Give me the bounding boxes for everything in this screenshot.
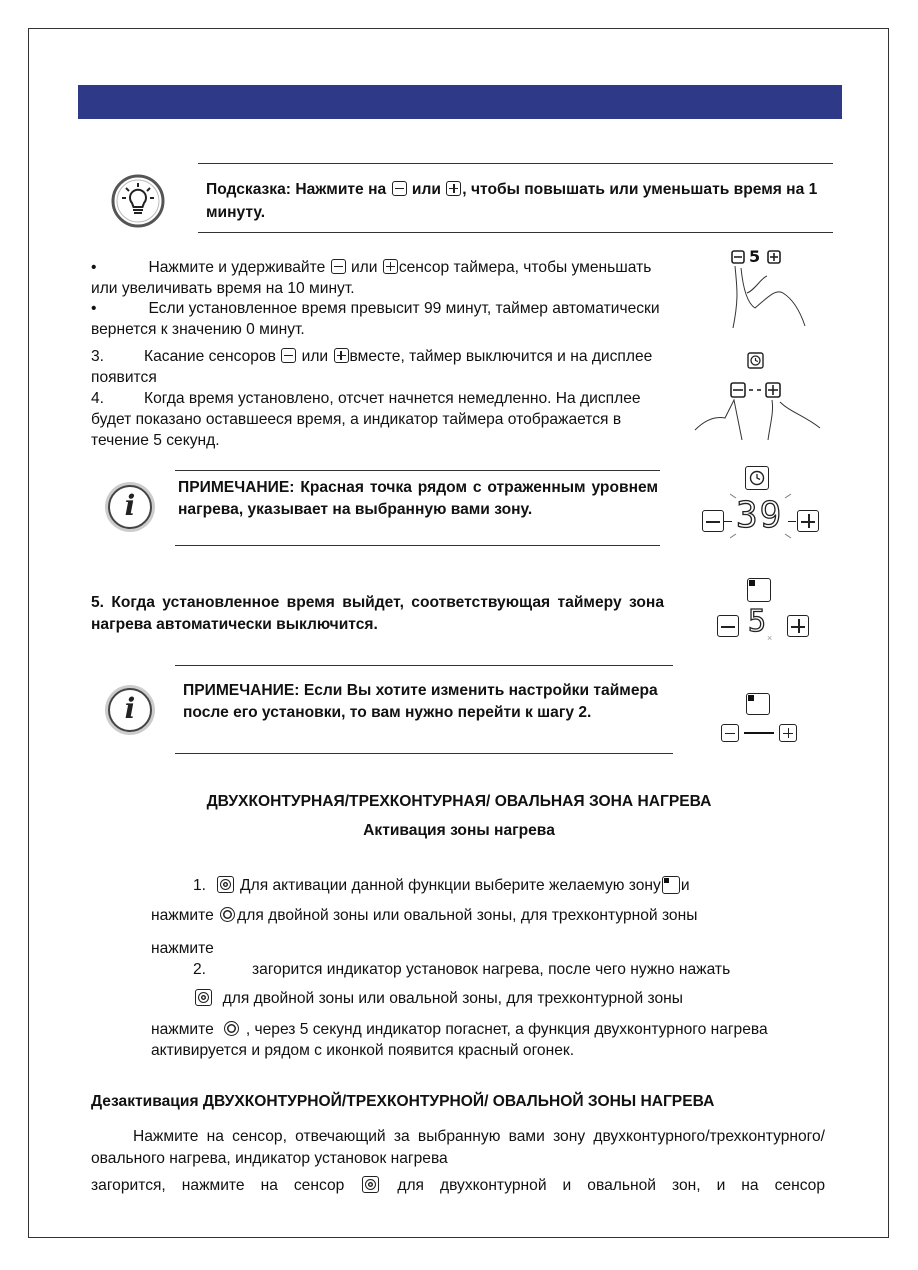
activation-line-5: для двойной зоны или овальной зоны, для трехконтурной зоны bbox=[193, 988, 833, 1009]
info-icon: i bbox=[108, 485, 152, 529]
note2-text: ПРИМЕЧАНИЕ: Если Вы хотите изменить настройки таймера после его установки, то вам нужно перейти к шагу 2. bbox=[183, 682, 658, 721]
activation-line-1: 1. Для активации данной функции выберите желаемую зону и bbox=[193, 877, 690, 894]
tip-rule-bottom bbox=[198, 232, 833, 233]
step-5: 5. Когда установленное время выйдет, соответствующая таймеру зона нагрева автоматически выключится. bbox=[91, 594, 664, 633]
activation-line-2: нажмите для двойной зоны или овальной зоны, для трехконтурной зоны bbox=[151, 907, 698, 924]
timer-hold-diagram bbox=[725, 248, 815, 333]
header-bar bbox=[78, 85, 842, 119]
activation-line-3: нажмите bbox=[151, 940, 214, 957]
dual-zone-icon bbox=[217, 876, 234, 893]
note1-rule-top bbox=[175, 470, 660, 471]
plus-icon bbox=[383, 259, 398, 274]
info-icon: i bbox=[108, 688, 152, 732]
deactivation-p2: загорится, нажмите на сенсор для двухконтурной и овальной зон, и на сенсор bbox=[91, 1177, 826, 1194]
plus-icon bbox=[787, 615, 809, 637]
dash-indicator bbox=[744, 732, 774, 734]
triple-zone-icon bbox=[224, 1021, 239, 1036]
note1-rule-bottom bbox=[175, 545, 660, 546]
minus-icon bbox=[331, 259, 346, 274]
step-3: 3. Касание сенсоров или вместе, таймер выключится и на дисплее появится bbox=[91, 348, 653, 386]
plus-icon bbox=[446, 181, 461, 196]
note1-text: ПРИМЕЧАНИЕ: Красная точка рядом с отраженным уровнем нагрева, указывает на выбранную вами зону. bbox=[178, 479, 658, 518]
zone-icon bbox=[747, 578, 771, 602]
lightbulb-icon bbox=[110, 173, 166, 229]
section-title: ДВУХКОНТУРНАЯ/ТРЕХКОНТУРНАЯ/ ОВАЛЬНАЯ ЗОНА НАГРЕВА bbox=[206, 793, 712, 810]
dual-zone-icon bbox=[362, 1176, 379, 1193]
timer-reset-diagram bbox=[715, 690, 805, 745]
note2-rule-bottom bbox=[175, 753, 673, 754]
minus-icon bbox=[717, 615, 739, 637]
tip-rule-top bbox=[198, 163, 833, 164]
timer-cancel-diagram bbox=[690, 350, 825, 445]
minus-icon bbox=[392, 181, 407, 196]
activation-line-6: нажмите , через 5 секунд индикатор погаснет, а функция двухконтурного нагрева активируется и рядом с иконкой появится красный огонек. bbox=[151, 1021, 768, 1059]
minus-icon bbox=[721, 724, 739, 742]
bullet-2: • Если установленное время превысит 99 минут, таймер автоматически вернется к значению 0 минут. bbox=[91, 300, 660, 338]
tip-text: Подсказка: Нажмите на или , чтобы повышать или уменьшать время на 1 минуту. bbox=[206, 181, 818, 221]
zone-icon bbox=[746, 693, 770, 715]
plus-icon bbox=[334, 348, 349, 363]
section-subtitle: Активация зоны нагрева bbox=[363, 822, 555, 839]
timer-digits: 39 bbox=[736, 495, 784, 536]
dual-zone-icon bbox=[220, 907, 235, 922]
timer-digit: 5 bbox=[749, 247, 761, 266]
zone-off-diagram: 5 × bbox=[715, 575, 815, 645]
deactivation-p1: Нажмите на сенсор, отвечающий за выбранную вами зону двухконтурного/трехконтурного/овального нагрева, индикатор установок нагрева bbox=[91, 1128, 825, 1167]
minus-icon bbox=[281, 348, 296, 363]
activation-line-4: 2. загорится индикатор установок нагрева, после чего нужно нажать bbox=[193, 961, 731, 978]
zone-digit: 5 bbox=[748, 604, 767, 639]
zone-icon bbox=[662, 876, 680, 894]
deactivation-title: Дезактивация ДВУХКОНТУРНОЙ/ТРЕХКОНТУРНОЙ/ ОВАЛЬНОЙ ЗОНЫ НАГРЕВА bbox=[91, 1093, 715, 1110]
step-4: 4. Когда время установлено, отсчет начнется немедленно. На дисплее будет показано оставшееся время, а индикатор таймера отображается в течение 5 секунд. bbox=[91, 390, 641, 449]
bullet-1: • Нажмите и удерживайте или сенсор таймера, чтобы уменьшать или увеличивать время на 10 минут. bbox=[91, 259, 652, 297]
timer-display-diagram bbox=[700, 466, 825, 541]
plus-icon bbox=[779, 724, 797, 742]
note2-rule-top bbox=[175, 665, 673, 666]
dual-zone-icon bbox=[195, 989, 212, 1006]
